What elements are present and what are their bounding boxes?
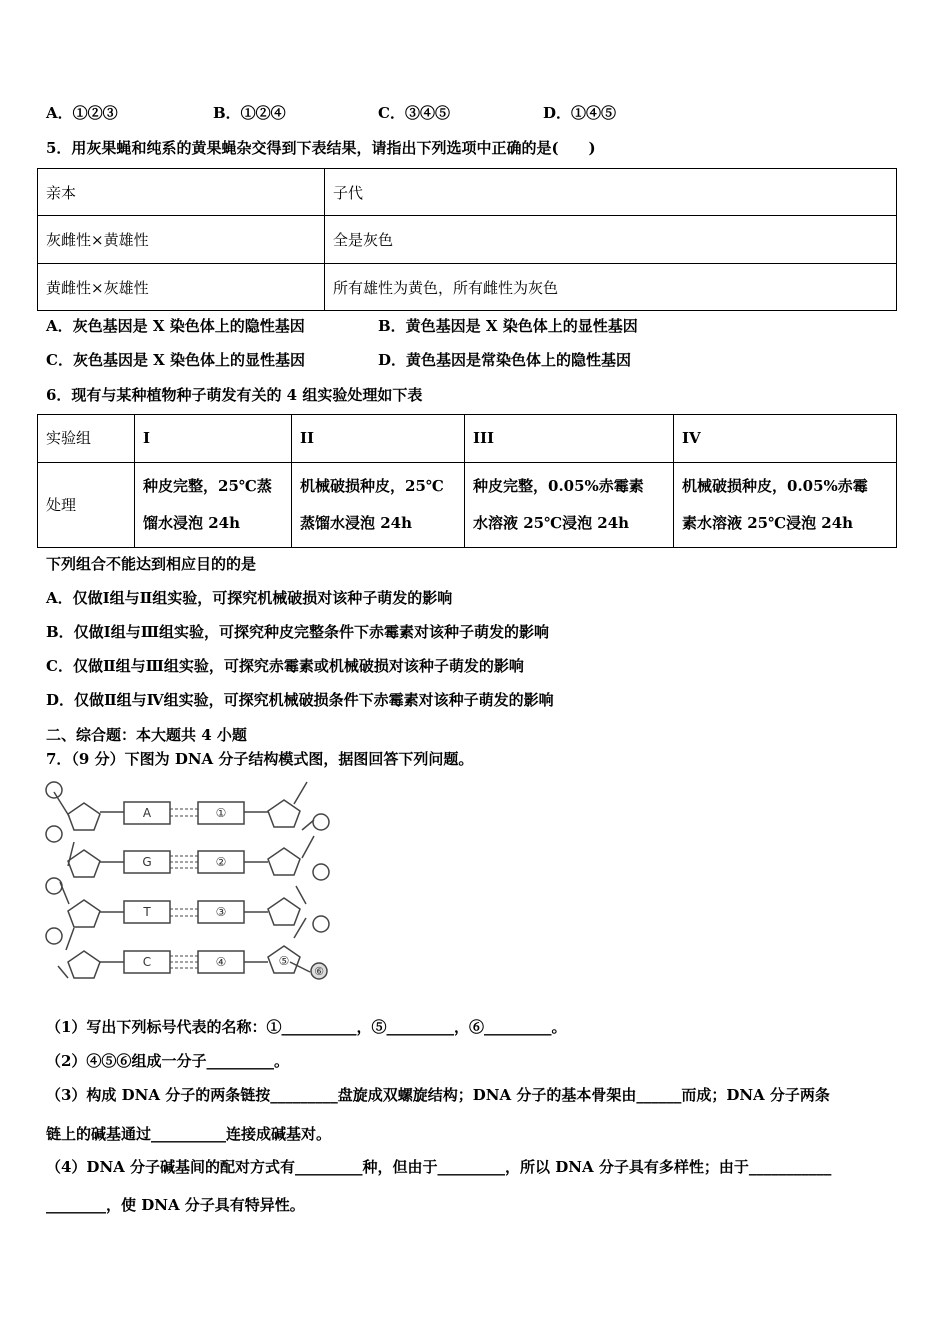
left-base-2: G <box>142 855 152 869</box>
q6-cell-1-line1: 种皮完整，25℃蒸 <box>143 477 272 495</box>
q5-option-c[interactable]: C．灰色基因是 X 染色体上的显性基因 <box>46 351 306 369</box>
q7-sub3-line1: （3）构成 DNA 分子的两条链按_________盘旋成双螺旋结构；DNA 分子的基本骨架由______而成；DNA 分子两条 <box>46 1086 830 1104</box>
q6-option-b[interactable]: B．仅做Ⅰ组与Ⅲ组实验，可探究种皮完整条件下赤霉素对该种子萌发的影响 <box>46 623 549 641</box>
left-sugar-2 <box>68 850 100 877</box>
q7-sub3-line2: 链上的碱基通过__________连接成碱基对。 <box>46 1125 332 1143</box>
q4-option-a[interactable]: A．①②③ <box>46 104 118 122</box>
q5-option-b[interactable]: B．黄色基因是 X 染色体上的显性基因 <box>378 317 638 335</box>
right-base-label-1: ① <box>215 806 227 820</box>
q6-option-c[interactable]: C．仅做Ⅱ组与Ⅲ组实验，可探究赤霉素或机械破损对该种子萌发的影响 <box>46 657 524 675</box>
right-phosphate-3 <box>313 916 329 932</box>
q6-option-d[interactable]: D．仅做Ⅱ组与Ⅳ组实验，可探究机械破损条件下赤霉素对该种子萌发的影响 <box>46 691 554 709</box>
q6-cell-2-line2: 蒸馏水浸泡 24h <box>300 514 413 532</box>
q7-sub2: （2）④⑤⑥组成一分子_________。 <box>46 1052 289 1070</box>
q6-stem: 6．现有与某种植物种子萌发有关的 4 组实验处理如下表 <box>46 386 423 404</box>
q5-option-a[interactable]: A．灰色基因是 X 染色体上的隐性基因 <box>46 317 305 335</box>
right-base-label-4: ④ <box>215 955 227 969</box>
q5-header-parent: 亲本 <box>38 169 325 216</box>
q5-stem: 5．用灰果蝇和纯系的黄果蝇杂交得到下表结果，请指出下列选项中正确的是( ) <box>46 139 596 157</box>
left-phosphate-3 <box>46 878 62 894</box>
right-base-label-3: ③ <box>215 905 227 919</box>
q4-option-c[interactable]: C．③④⑤ <box>378 104 450 122</box>
dna-structure-diagram <box>44 778 334 988</box>
q7-sub4-line2: ________，使 DNA 分子具有特异性。 <box>46 1196 305 1214</box>
q6-cell-3-line2: 水溶液 25℃浸泡 24h <box>473 514 630 532</box>
q6-cell-2-line1: 机械破损种皮，25℃ <box>300 477 444 495</box>
left-sugar-4 <box>68 951 100 978</box>
q4-option-d[interactable]: D．①④⑤ <box>543 104 617 122</box>
q5-row1-parent: 灰雌性×黄雄性 <box>38 216 325 264</box>
q6-cell-1 <box>135 463 292 548</box>
q6-header-2: II <box>292 415 465 463</box>
right-backbone <box>290 782 314 972</box>
q6-prompt: 下列组合不能达到相应目的的是 <box>46 555 257 573</box>
q6-cell-2 <box>292 463 465 548</box>
q6-header-3: III <box>465 415 674 463</box>
left-base-4: C <box>142 955 152 969</box>
q7-stem: 7．（9 分）下图为 DNA 分子结构模式图，据图回答下列问题。 <box>46 750 474 768</box>
q6-cell-4-line1: 机械破损种皮，0.05%赤霉 <box>682 477 868 495</box>
q6-cell-3-line1: 种皮完整，0.05%赤霉素 <box>473 477 644 495</box>
q7-sub1: （1）写出下列标号代表的名称：①__________，⑤_________，⑥_________。 <box>46 1018 567 1036</box>
q5-table <box>37 168 897 311</box>
q6-row-label: 处理 <box>38 463 135 548</box>
q6-header-4: IV <box>674 415 897 463</box>
left-phosphate-2 <box>46 826 62 842</box>
left-sugar-1 <box>68 803 100 830</box>
q5-row2-parent: 黄雌性×灰雄性 <box>38 264 325 311</box>
q5-header-offspring: 子代 <box>325 169 897 216</box>
left-base-3: T <box>143 905 151 919</box>
q5-row2-offspring: 所有雄性为黄色，所有雌性为灰色 <box>325 264 897 311</box>
left-phosphate-4 <box>46 928 62 944</box>
q5-row1-offspring: 全是灰色 <box>325 216 897 264</box>
q6-cell-4-line2: 素水溶液 25℃浸泡 24h <box>682 514 854 532</box>
left-phosphate-1 <box>46 782 62 798</box>
q5-option-d[interactable]: D．黄色基因是常染色体上的隐性基因 <box>378 351 632 369</box>
hydrogen-bonds <box>170 809 198 968</box>
right-sugar-1 <box>268 800 300 827</box>
right-base-label-2: ② <box>215 855 227 869</box>
q6-option-a[interactable]: A．仅做Ⅰ组与Ⅱ组实验，可探究机械破损对该种子萌发的影响 <box>46 589 453 607</box>
left-base-1: A <box>142 806 152 820</box>
q6-cell-4 <box>674 463 897 548</box>
q6-header-1: I <box>135 415 292 463</box>
right-phosphate-2 <box>313 864 329 880</box>
sugar-label-5: ⑤ <box>278 954 290 968</box>
q4-option-b[interactable]: B．①②④ <box>213 104 286 122</box>
section-2-heading: 二、综合题：本大题共 4 小题 <box>46 726 247 744</box>
q6-table <box>37 414 897 548</box>
base-connectors <box>100 812 268 962</box>
right-sugar-2 <box>268 848 300 875</box>
q6-cell-3 <box>465 463 674 548</box>
phosphate-label-6: ⑥ <box>314 965 324 978</box>
q6-cell-1-line2: 馏水浸泡 24h <box>143 514 241 532</box>
right-sugar-3 <box>268 898 300 925</box>
q7-sub4-line1: （4）DNA 分子碱基间的配对方式有_________种，但由于_________，所以 DNA 分子具有多样性；由于___________ <box>46 1158 832 1176</box>
left-sugar-3 <box>68 900 100 927</box>
right-phosphate-1 <box>313 814 329 830</box>
q6-header-group: 实验组 <box>38 415 135 463</box>
